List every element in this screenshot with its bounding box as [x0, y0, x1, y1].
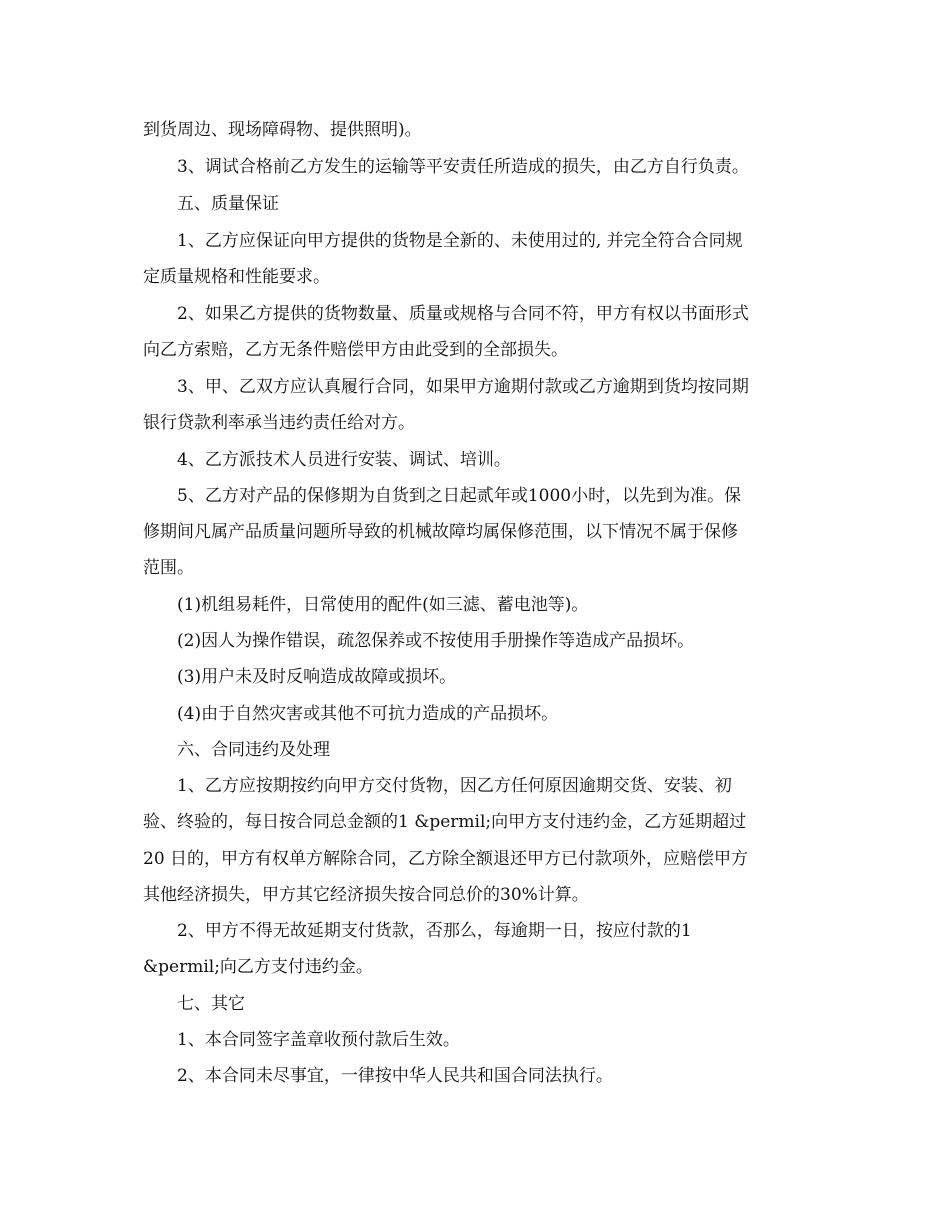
text-line: (3)用户未及时反响造成故障或损坏。: [177, 667, 457, 687]
text-line: 到货周边、现场障碍物、提供照明)。: [143, 120, 422, 140]
text-line: 20 日的，甲方有权单方解除合同，乙方除全额退还甲方已付款项外，应赔偿甲方: [143, 849, 749, 869]
text-line: 向乙方索赔，乙方无条件赔偿甲方由此受到的全部损失。: [143, 340, 568, 360]
text-line: 2、本合同未尽事宜，一律按中华人民共和国合同法执行。: [177, 1066, 613, 1086]
text-line: 1、乙方应保证向甲方提供的货物是全新的、未使用过的, 并完全符合合同规: [177, 231, 743, 251]
text-line: 1、本合同签字盖章收预付款后生效。: [177, 1030, 460, 1050]
text-line: 2、甲方不得无故延期支付货款，否那么，每逾期一日，按应付款的1: [177, 921, 692, 941]
text-line: 4、乙方派技术人员进行安装、调试、培训。: [177, 450, 511, 470]
text-line: (1)机组易耗件，日常使用的配件(如三滤、蓄电池等)。: [177, 595, 589, 615]
text-line: &permil;向乙方支付违约金。: [143, 957, 373, 977]
text-line: 3、调试合格前乙方发生的运输等平安责任所造成的损失，由乙方自行负责。: [177, 157, 749, 177]
text-line: 验、终验的，每日按合同总金额的1 &permil;向甲方支付违约金，乙方延期超过: [143, 812, 747, 832]
text-line: 5、乙方对产品的保修期为自货到之日起贰年或1000小时，以先到为准。保: [177, 486, 742, 506]
section-heading: 六、合同违约及处理: [177, 740, 330, 760]
text-line: 银行贷款利率承当违约责任给对方。: [143, 413, 415, 433]
text-line: 修期间凡属产品质量问题所导致的机械故障均属保修范围，以下情况不属于保修: [143, 522, 738, 542]
text-line: 范围。: [143, 558, 194, 578]
section-heading: 七、其它: [177, 994, 245, 1014]
text-line: 定质量规格和性能要求。: [143, 267, 330, 287]
text-line: 3、甲、乙双方应认真履行合同，如果甲方逾期付款或乙方逾期到货均按同期: [177, 377, 749, 397]
text-line: 1、乙方应按期按约向甲方交付货物，因乙方任何原因逾期交货、安装、初: [177, 776, 732, 796]
text-line: (4)由于自然灾害或其他不可抗力造成的产品损坏。: [177, 704, 559, 724]
section-heading: 五、质量保证: [177, 194, 279, 214]
text-line: 其他经济损失，甲方其它经济损失按合同总价的30%计算。: [143, 885, 589, 905]
text-line: (2)因人为操作错误，疏忽保养或不按使用手册操作等造成产品损坏。: [177, 631, 695, 651]
text-line: 2、如果乙方提供的货物数量、质量或规格与合同不符，甲方有权以书面形式: [177, 304, 749, 324]
